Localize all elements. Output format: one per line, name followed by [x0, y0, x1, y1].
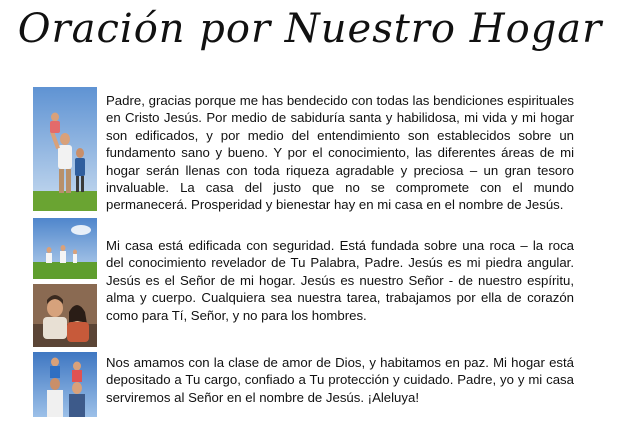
family-photo-couple: [33, 284, 97, 347]
prayer-paragraph-3: Nos amamos con la clase de amor de Dios, y habitamos en paz. Mi hogar está depositado a Tu cargo, confiado a Tu protección y cuidado. Padre, yo y mi casa serviremos al Señor en el nombre de Jesús. ¡Aleluya!: [106, 355, 574, 405]
family-photo-field: [33, 218, 97, 279]
family-photo-father-child: [33, 87, 97, 211]
prayer-paragraph-1: Padre, gracias porque me has bendecido con todas las bendiciones espirituales en Cristo Jesús. Por medio de sabiduría santa y habilidosa, mi vida y mi hogar son edificados, y por medio del entendimiento son establecidos sobre un fundamento sano y bueno. Y por el conocimiento, las diferentes áreas de mi hogar serán llenas con toda riqueza agradable y preciosa – un gran tesoro invaluable. La casa del justo que no se compromete con el mundo permanecerá. Prosperidad y bienestar hay en mi casa en el nombre de Jesús.: [106, 93, 574, 213]
prayer-paragraph-2: Mi casa está edificada con seguridad. Está fundada sobre una roca – la roca del conocimiento revelador de Tu Palabra, Padre. Jesús es mi piedra angular. Jesús es el Señor de mi hogar. Jesús es nuestro Señor - de nuestro espíritu, alma y cuerpo. Cualquiera sea nuestra tarea, trabajamos por ella de corazón como para Tí, Señor, y no para los hombres.: [106, 238, 574, 323]
page-title: Oración por Nuestro Hogar: [17, 6, 603, 52]
family-photo-shoulders: [33, 352, 97, 417]
